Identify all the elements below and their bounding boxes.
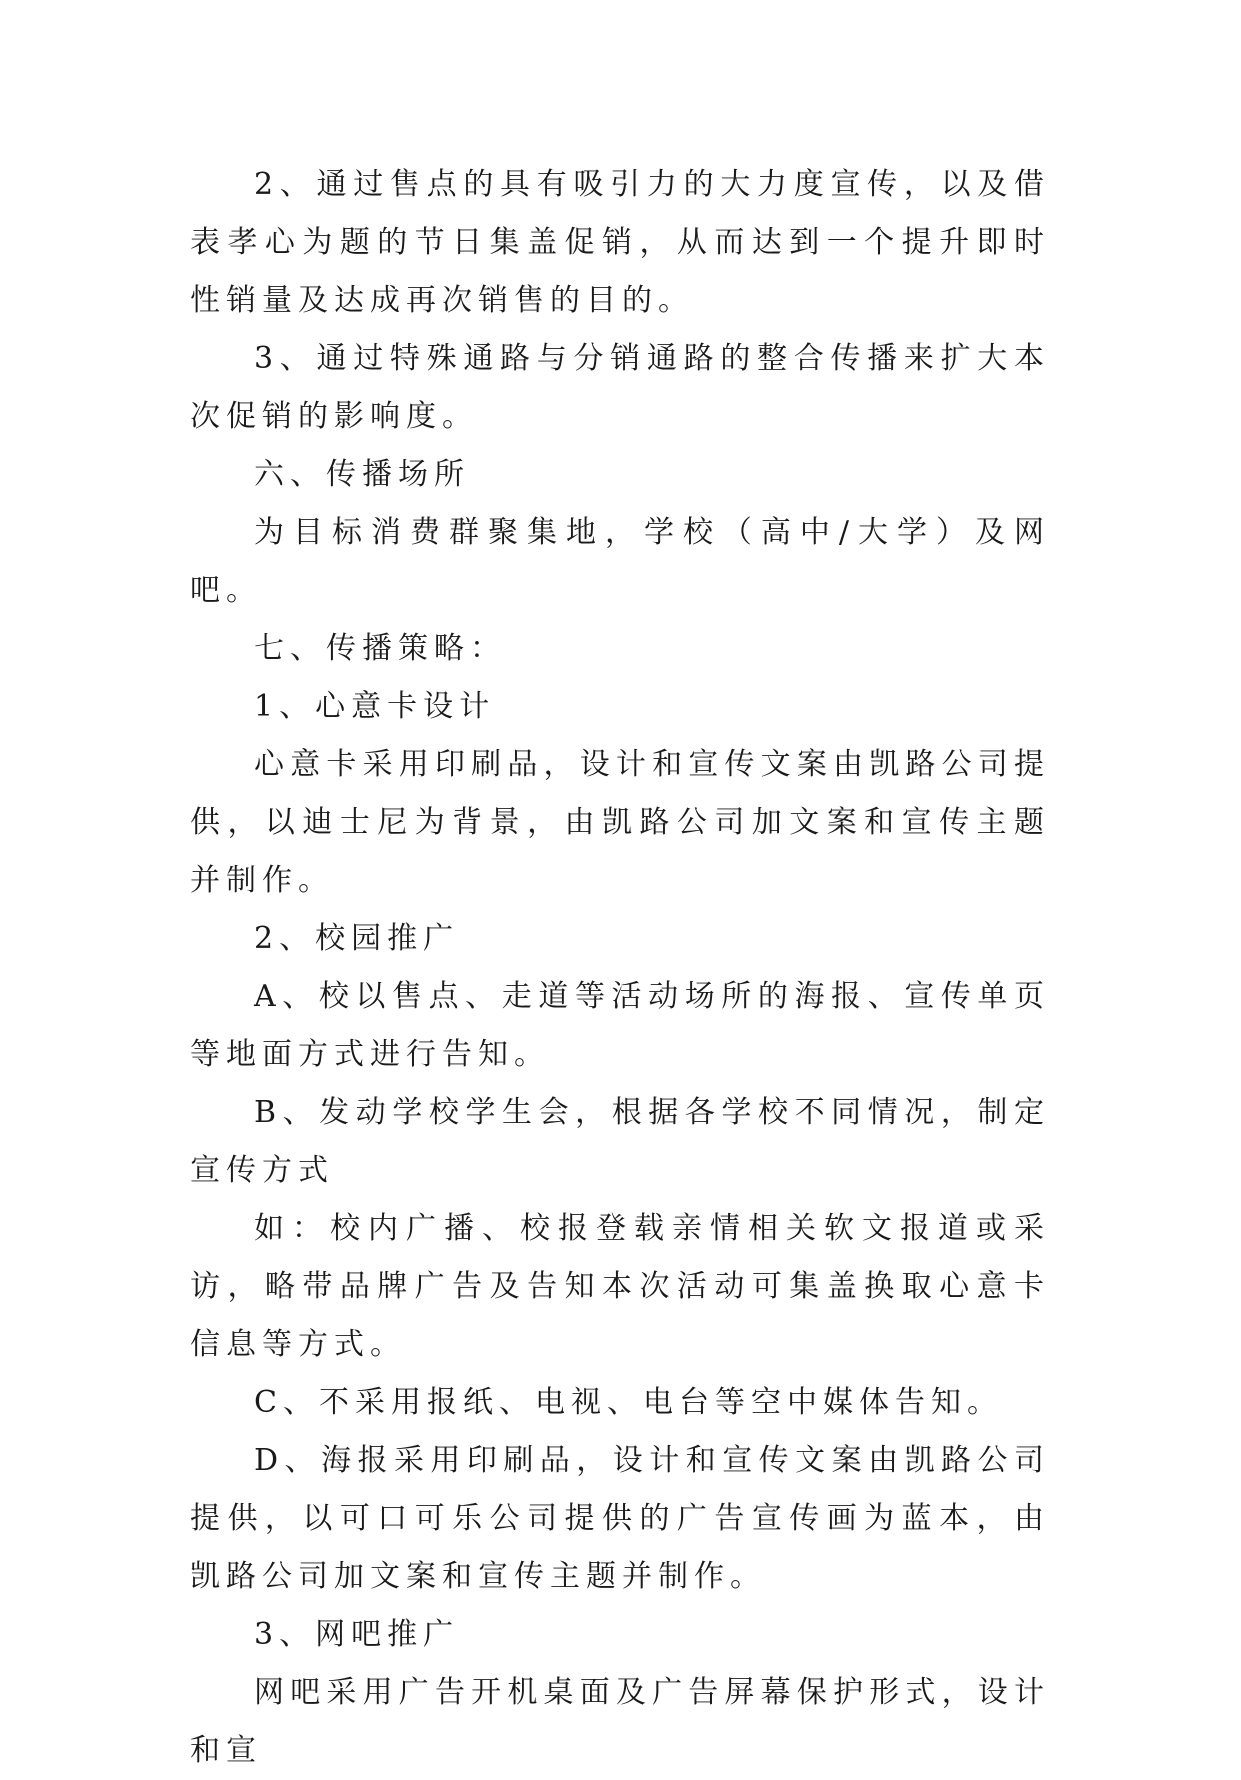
- subheading-campus-promotion: 2、校园推广: [254, 921, 460, 956]
- subheading-card-design: 1、心意卡设计: [254, 689, 496, 724]
- paragraph-netcafe: 网吧采用广告开机桌面及广告屏幕保护形式，设计和宣: [190, 1675, 1050, 1768]
- subheading-netcafe-promotion: 3、网吧推广: [254, 1617, 460, 1652]
- section-heading-venues: 六、传播场所: [254, 457, 470, 492]
- paragraph-campus-b: B、发动学校学生会，根据各学校不同情况，制定宣传方式: [190, 1095, 1050, 1188]
- paragraph-objective-2: 2、通过售点的具有吸引力的大力度宣传，以及借表孝心为题的节日集盖促销，从而达到一个提升即时性销量及达成再次销售的目的。: [190, 167, 1050, 318]
- paragraph-campus-example: 如：校内广播、校报登载亲情相关软文报道或采访，略带品牌广告及告知本次活动可集盖换取心意卡信息等方式。: [190, 1211, 1050, 1362]
- paragraph-card-design: 心意卡采用印刷品，设计和宣传文案由凯路公司提供，以迪士尼为背景，由凯路公司加文案和宣传主题并制作。: [190, 747, 1050, 898]
- section-heading-strategy: 七、传播策略：: [254, 631, 506, 666]
- document-body: [190, 156, 1050, 1780]
- paragraph-campus-c: C、不采用报纸、电视、电台等空中媒体告知。: [254, 1385, 1003, 1420]
- paragraph-campus-a: A、校以售点、走道等活动场所的海报、宣传单页等地面方式进行告知。: [190, 979, 1050, 1072]
- paragraph-venues: 为目标消费群聚集地，学校（高中/大学）及网吧。: [190, 515, 1050, 608]
- paragraph-campus-d: D、海报采用印刷品，设计和宣传文案由凯路公司提供，以可口可乐公司提供的广告宣传画为蓝本，由凯路公司加文案和宣传主题并制作。: [190, 1443, 1050, 1594]
- paragraph-objective-3: 3、通过特殊通路与分销通路的整合传播来扩大本次促销的影响度。: [190, 341, 1050, 434]
